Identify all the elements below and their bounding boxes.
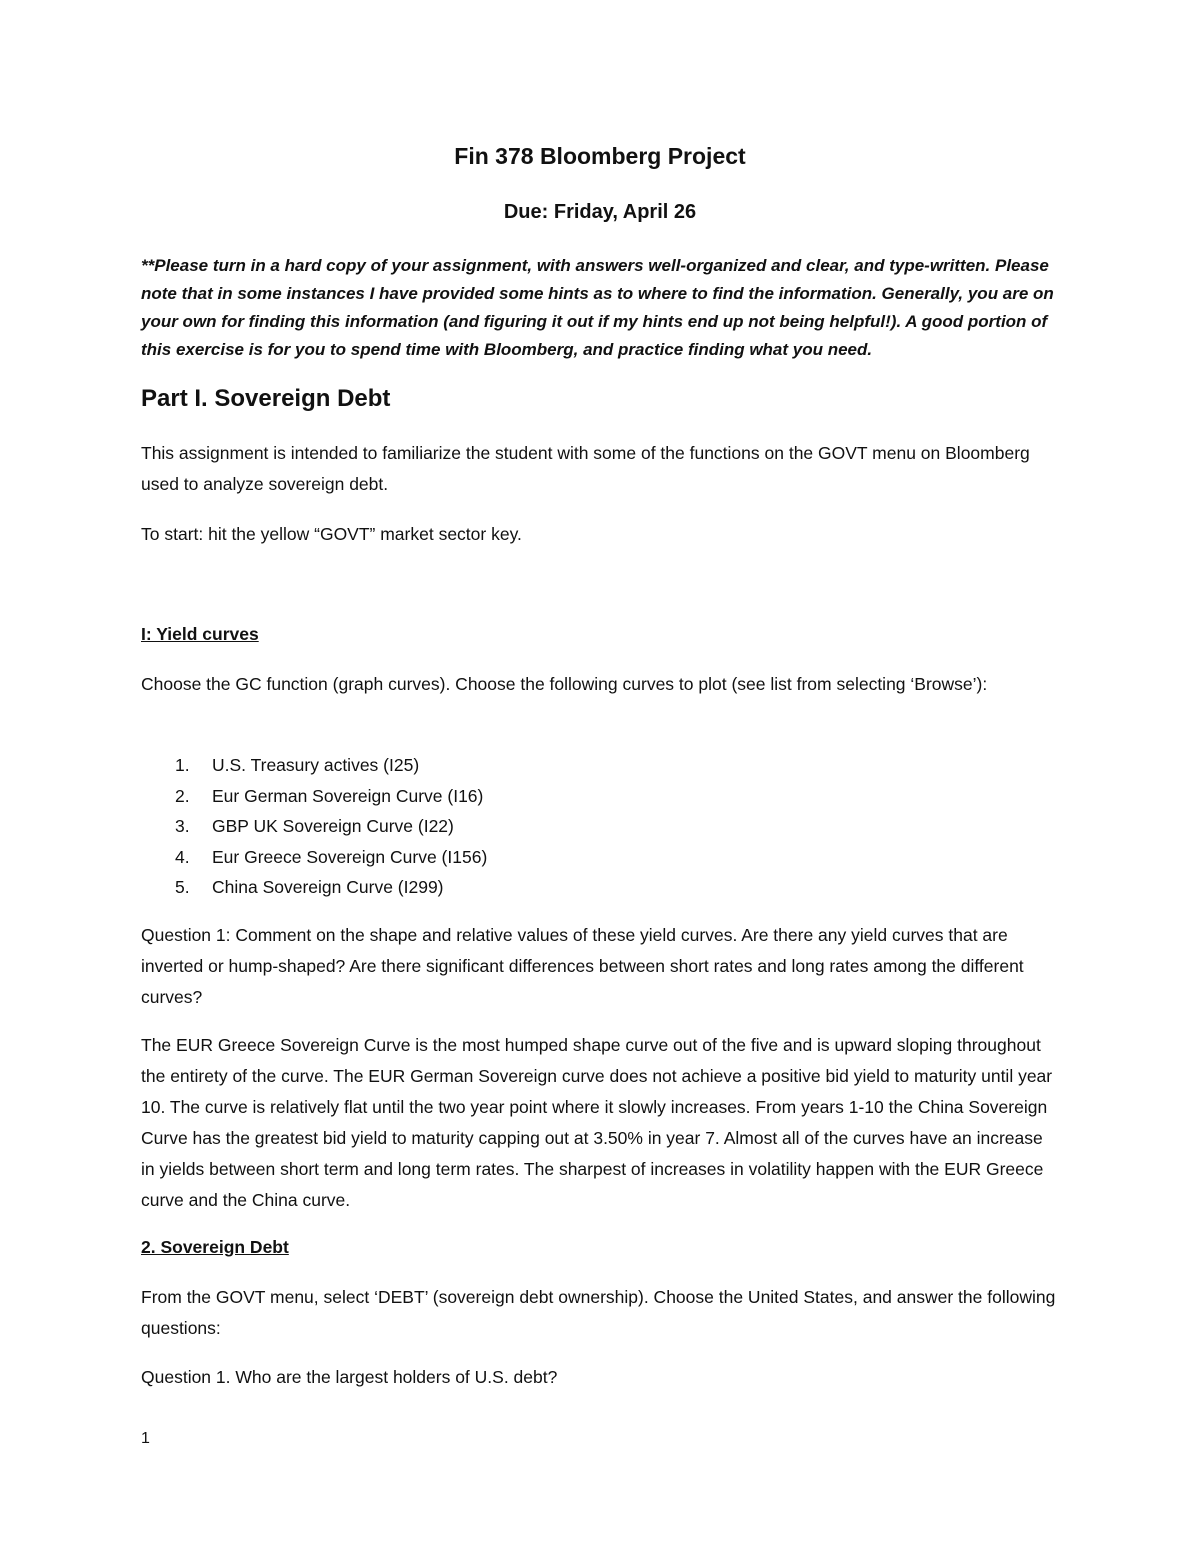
page-number: 1 (141, 1430, 150, 1447)
instructions-note: **Please turn in a hard copy of your assignment, with answers well-organized and clear, and type-written. Please note that in some instances I have provided some hints as to where to find the information. Generally, you are on your own for finding this information (and figuring it out if my hints end up not being helpful!). A good portion of this exercise is for you to spend time with Bloomberg, and practice finding what you need. (141, 256, 1054, 359)
section-heading-yield-curves: I: Yield curves (141, 624, 259, 644)
list-number: 4. (175, 846, 190, 867)
due-date: Due: Friday, April 26 (503, 201, 697, 223)
list-item (175, 750, 487, 781)
start-paragraph: To start: hit the yellow “GOVT” market sector key. (141, 524, 522, 544)
list-item-label: China Sovereign Curve (I299) (212, 877, 444, 897)
list-item (175, 872, 487, 903)
list-item-label: GBP UK Sovereign Curve (I22) (212, 816, 454, 836)
list-number: 1. (175, 755, 190, 775)
list-number: 2. (175, 785, 190, 806)
list-item (175, 842, 487, 873)
yield-curves-instruction: Choose the GC function (graph curves). Choose the following curves to plot (see list from selecting ‘Browse’): (141, 674, 988, 694)
answer-yield-curves: The EUR Greece Sovereign Curve is the most humped shape curve out of the five and is upward sloping throughout the entirety of the curve. The EUR German Sovereign curve does not achieve a positive bid yield to maturity until year 10. The curve is relatively flat until the two year point where it slowly increases. From years 1-10 the China Sovereign Curve has the greatest bid yield to maturity capping out at 3.50% in year 7. Almost all of the curves have an increase in yields between short term and long term rates. The sharpest of increases in volatility happen with the EUR Greece curve and the China curve. (141, 1035, 1053, 1210)
list-item (175, 811, 487, 842)
list-item (175, 781, 487, 812)
section-heading-sovereign-debt: 2. Sovereign Debt (141, 1237, 289, 1257)
list-item-label: Eur Greece Sovereign Curve (I156) (212, 846, 488, 867)
question-sovereign-debt: Question 1. Who are the largest holders of U.S. debt? (141, 1367, 558, 1387)
curve-list (175, 750, 487, 903)
question-yield-curves: Question 1: Comment on the shape and relative values of these yield curves. Are there any yield curves that are inverted or hump-shaped? Are there significant differences between short rates and long rates among the different curves? (141, 925, 1024, 1007)
list-item-label: U.S. Treasury actives (I25) (212, 755, 420, 775)
list-item-label: Eur German Sovereign Curve (I16) (212, 785, 484, 806)
list-number: 5. (175, 877, 190, 897)
intro-paragraph: This assignment is intended to familiarize the student with some of the functions on the GOVT menu on Bloomberg used to analyze sovereign debt. (141, 443, 1030, 494)
part-heading: Part I. Sovereign Debt (141, 385, 391, 412)
page-title: Fin 378 Bloomberg Project (454, 143, 746, 169)
list-number: 3. (175, 816, 190, 836)
sovereign-debt-instruction: From the GOVT menu, select ‘DEBT’ (sovereign debt ownership). Choose the United States, and answer the following questions: (141, 1287, 1056, 1338)
